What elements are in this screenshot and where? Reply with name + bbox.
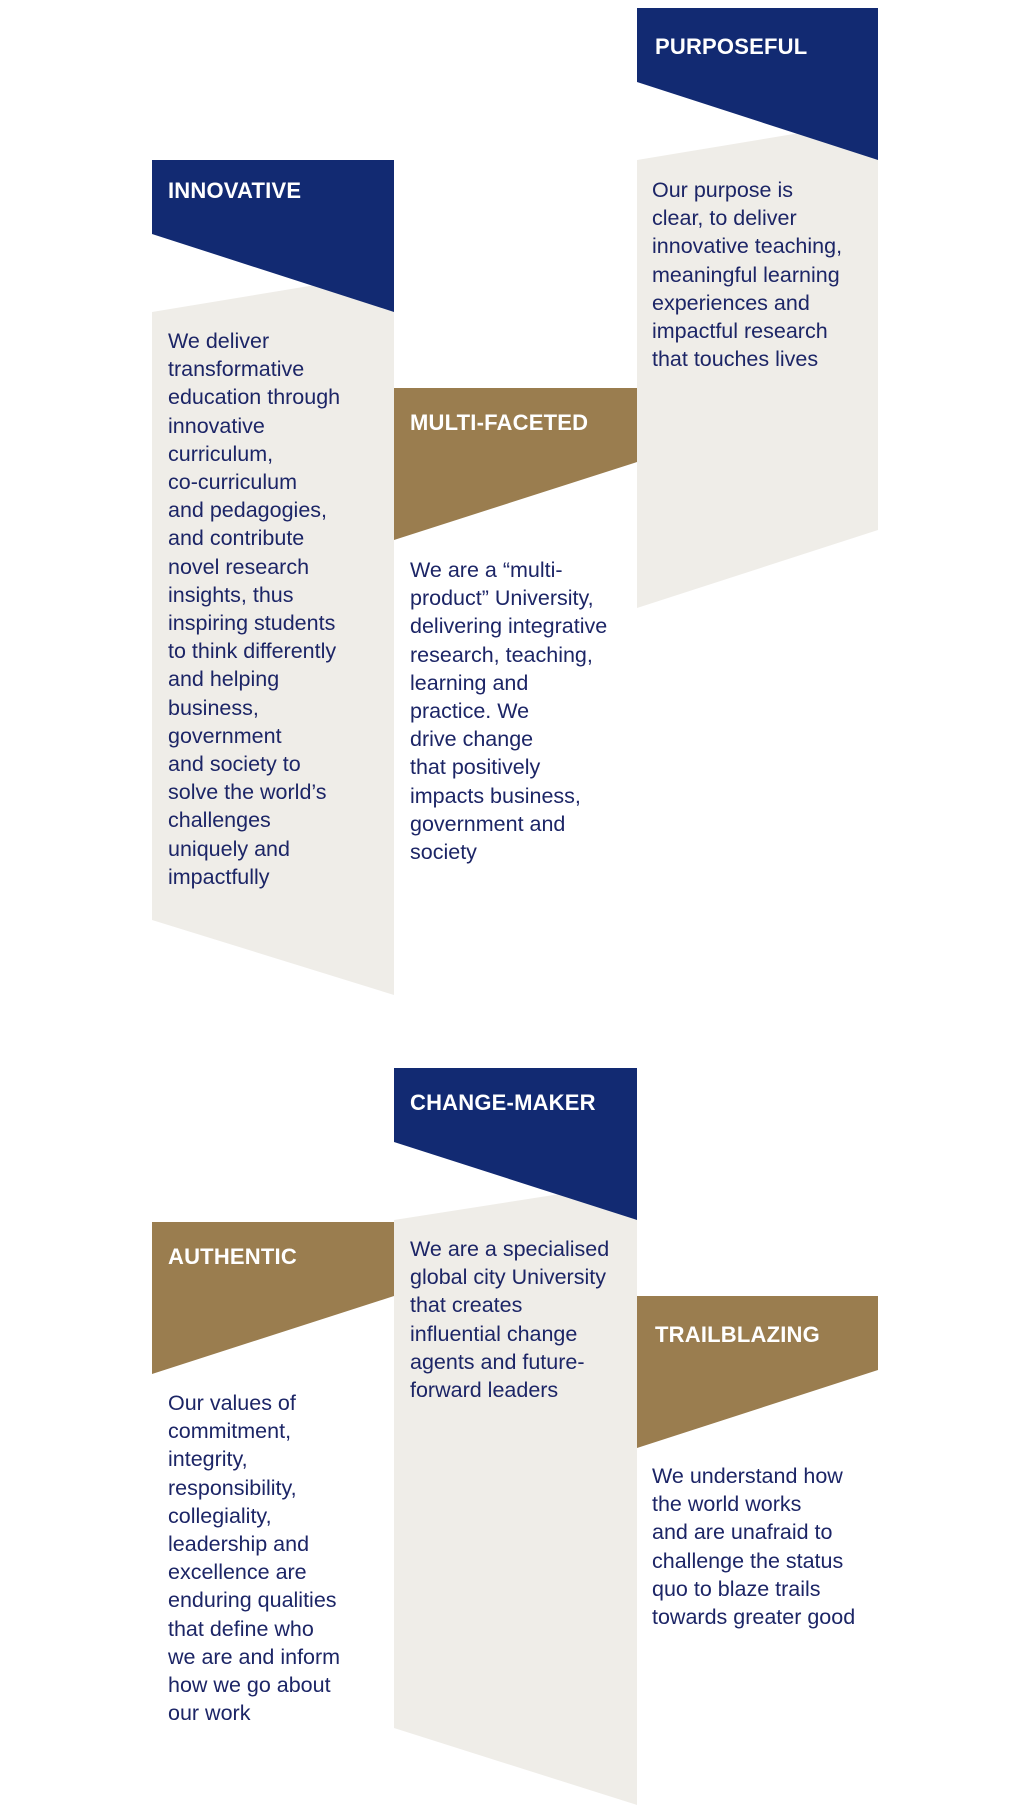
- header-band-purposeful: [637, 8, 878, 160]
- header-band-trailblazing: [637, 1296, 878, 1448]
- description-purposeful: Our purpose is clear, to deliver innovative teaching, meaningful learning experiences and impactful research that touches lives: [652, 178, 843, 372]
- description-change-maker: We are a specialised global city University that creates influential change agents and future- forward leaders: [410, 1237, 610, 1403]
- title-innovative: INNOVATIVE: [168, 178, 302, 203]
- title-purposeful: PURPOSEFUL: [655, 34, 808, 59]
- description-innovative: We deliver transformative education through innovative curriculum, co-curriculum and pedagogies, and contribute novel research insights, thus inspiring students to think differently and helping business, government and society to solve the world’s challenges uniquely and impactfully: [168, 329, 341, 889]
- description-multi-faceted: We are a “multi- product” University, delivering integrative research, teaching, learning and practice. We drive change that positively impacts business, government and society: [410, 558, 608, 865]
- title-trailblazing: TRAILBLAZING: [655, 1322, 820, 1347]
- title-multi-faceted: MULTI-FACETED: [410, 410, 589, 435]
- title-authentic: AUTHENTIC: [168, 1244, 297, 1269]
- description-authentic: Our values of commitment, integrity, responsibility, collegiality, leadership and excellence are enduring qualities that define who we are and inform how we go about our work: [168, 1391, 341, 1726]
- title-change-maker: CHANGE-MAKER: [410, 1090, 596, 1115]
- description-trailblazing: We understand how the world works and are unafraid to challenge the status quo to blaze trails towards greater good: [652, 1464, 856, 1630]
